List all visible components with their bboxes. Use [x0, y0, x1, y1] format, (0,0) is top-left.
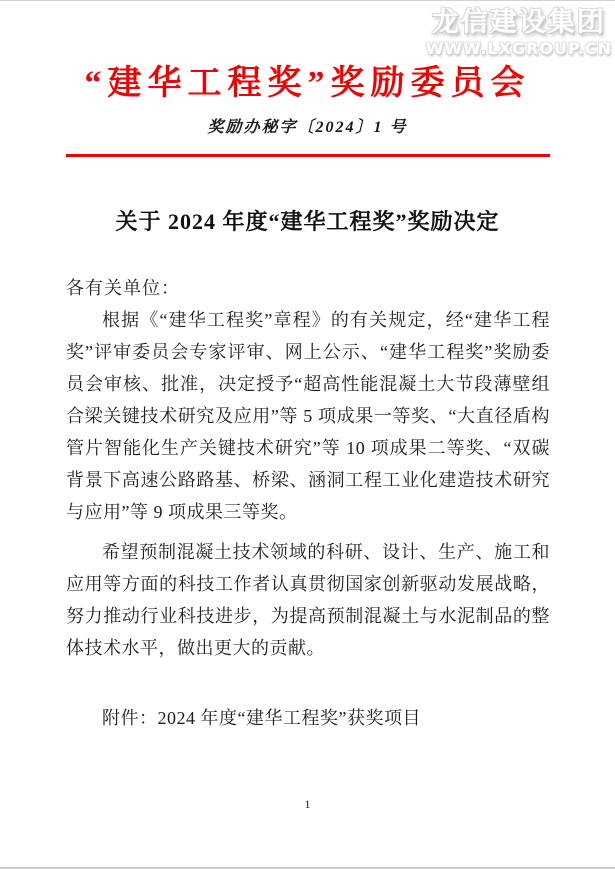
document-reference-number: 奖励办秘字〔2024〕1 号 [207, 119, 408, 136]
page-number: 1 [304, 797, 311, 811]
company-website-text: WWW.LXGROUP.CN [425, 39, 612, 58]
red-divider-line [66, 154, 550, 157]
salutation-line: 各有关单位： [66, 278, 180, 298]
company-logo-text: 龙信建设集团 [431, 7, 606, 38]
document-body [66, 272, 550, 734]
company-logo [426, 6, 612, 58]
body-paragraph-2: 希望预制混凝土技术领域的科研、设计、生产、施工和应用等方面的科技工作者认真贯彻国家创新驱动发展战略，努力推动行业科技进步，为提高预制混凝土与水泥制品的整体技术水平，做出更大的贡献。 [66, 542, 550, 658]
body-paragraph-1: 根据《“建华工程奖”章程》的有关规定，经“建华工程奖”评审委员会专家评审、网上公示、“建华工程奖”奖励委员会审核、批准，决定授予“超高性能混凝土大节段薄壁组合梁关键技术研究及应用”等 5 项成果一等奖、“大直径盾构管片智能化生产关键技术研究”等 10 项成果二等奖、“双碳背景下高速公路路基、桥梁、涵洞工程工业化建造技术研究与应用”等 9 项成果三等奖。 [66, 310, 550, 522]
document-title: 关于 2024 年度“建华工程奖”奖励决定 [115, 209, 500, 234]
letterhead-org-title: “建华工程奖”奖励委员会 [84, 65, 531, 102]
attachment-line: 附件：2024 年度“建华工程奖”获奖项目 [102, 708, 421, 728]
